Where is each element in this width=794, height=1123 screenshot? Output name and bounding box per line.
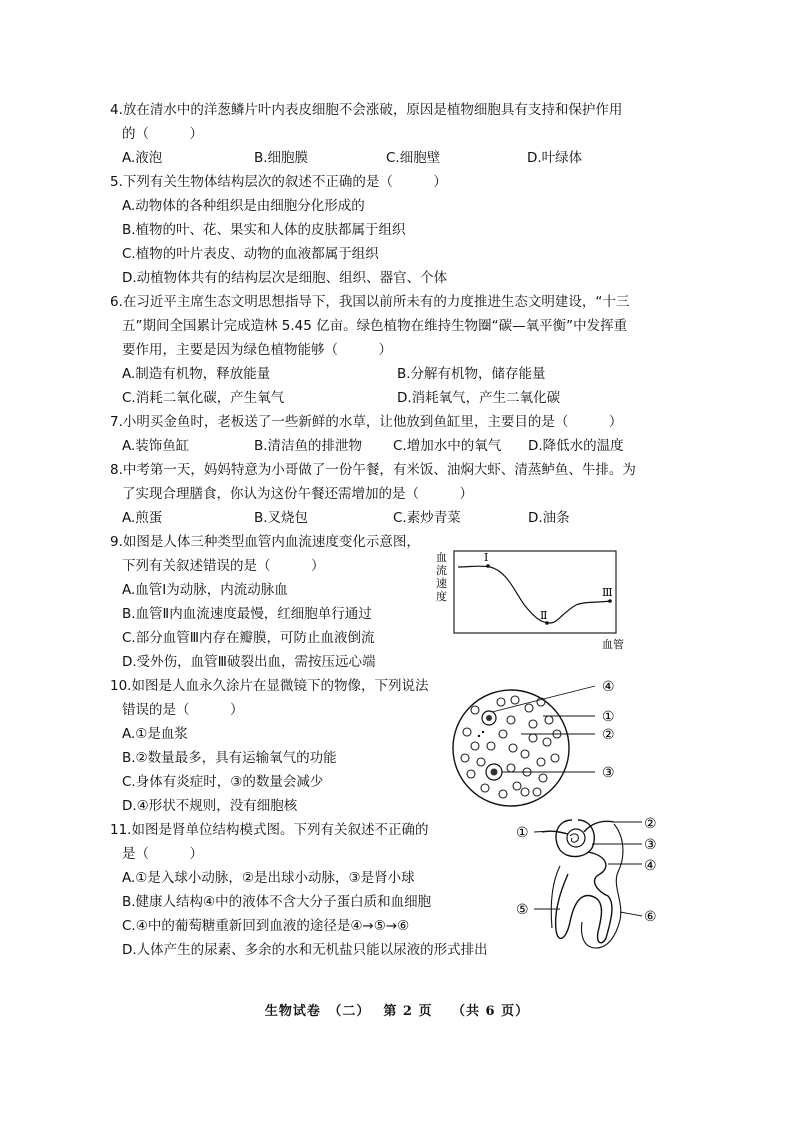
white-blood-cell-nucleus-1: [486, 715, 492, 721]
blood-flow-velocity-diagram: [430, 545, 630, 653]
q5-option-a: A.动物体的各种组织是由细胞分化形成的: [122, 198, 365, 214]
q9-option-c: C.部分血管Ⅲ内存在瓣膜，可防止血液倒流: [122, 630, 375, 646]
label-2: ②: [602, 727, 615, 743]
q9-option-b: B.血管Ⅱ内血流速度最慢，红细胞单行通过: [122, 606, 372, 622]
renal-tubule: [556, 852, 612, 943]
q11-option-b: B.健康人结构④中的液体不含大分子蛋白质和血细胞: [122, 894, 432, 910]
label-4: ④: [644, 858, 657, 874]
vessel-label-3: Ⅲ: [602, 586, 613, 599]
q8-option-c: C.素炒青菜: [393, 510, 461, 526]
label-6: ⑥: [644, 909, 657, 925]
q8-option-d: D.油条: [528, 510, 570, 526]
point-1: [486, 564, 490, 568]
q5-option-b: B.植物的叶、花、果实和人体的皮肤都属于组织: [122, 222, 406, 238]
q11-option-a: A.①是入球小动脉，②是出球小动脉，③是肾小球: [122, 870, 415, 886]
q4-option-a: A.液泡: [122, 150, 163, 166]
q7-option-c: C.增加水中的氧气: [393, 438, 502, 454]
q6-stem-line1: 6.在习近平主席生态文明思想指导下，我国以前所未有的力度推进生态文明建设，“十三: [110, 294, 630, 310]
q9-stem-line1: 9.如图是人体三种类型血管内血流速度变化示意图，: [110, 534, 420, 550]
q11-stem-line2: 是（ ）: [122, 846, 203, 862]
label-1: ①: [602, 709, 615, 725]
glomerulus: [567, 829, 585, 847]
q8-option-a: A.煎蛋: [122, 510, 163, 526]
q6-stem-line2: 五”期间全国累计完成造林 5.45 亿亩。绿色植物在维持生物圈“碳—氧平衡”中发挥重: [122, 318, 628, 334]
q10-option-b: B.②数量最多，具有运输氧气的功能: [122, 750, 337, 766]
vessel-label-1: Ⅰ: [484, 551, 489, 564]
q5-option-c: C.植物的叶片表皮、动物的血液都属于组织: [122, 246, 379, 262]
bowman-capsule: [556, 820, 594, 857]
q6-option-c: C.消耗二氧化碳，产生氧气: [122, 390, 285, 406]
label-3: ③: [644, 837, 657, 853]
q5-option-d: D.动植物体共有的结构层次是细胞、组织、器官、个体: [122, 270, 448, 286]
label-2: ②: [644, 816, 657, 832]
q7-option-a: A.装饰鱼缸: [122, 438, 190, 454]
point-3: [608, 599, 612, 603]
capillary-network: [582, 824, 623, 948]
label-5: ⑤: [516, 902, 529, 918]
q9-option-d: D.受外伤，血管Ⅲ破裂出血，需按压远心端: [122, 654, 376, 670]
glomerulus-coil: [570, 834, 578, 842]
q10-stem-line2: 错误的是（ ）: [122, 702, 244, 718]
q7-option-b: B.清洁鱼的排泄物: [254, 438, 363, 454]
q4-stem-line1: 4.放在清水中的洋葱鳞片叶内表皮细胞不会涨破，原因是植物细胞具有支持和保护作用: [110, 102, 623, 118]
q10-option-a: A.①是血浆: [122, 726, 188, 742]
q10-option-d: D.④形状不规则，没有细胞核: [122, 798, 298, 814]
q6-stem-line3: 要作用，主要是因为绿色植物能够（ ）: [122, 342, 392, 358]
q9-option-a: A.血管Ⅰ为动脉，内流动脉血: [122, 582, 288, 598]
q6-option-d: D.消耗氧气，产生二氧化碳: [397, 390, 561, 406]
q9-stem-line2: 下列有关叙述错误的是（ ）: [122, 558, 325, 574]
q4-option-b: B.细胞膜: [254, 150, 309, 166]
white-blood-cell-nucleus-2: [491, 769, 498, 776]
q6-option-b: B.分解有机物，储存能量: [397, 366, 546, 382]
q8-option-b: B.叉烧包: [254, 510, 309, 526]
velocity-curve: [458, 566, 610, 623]
vessel-label-2: Ⅱ: [540, 609, 548, 622]
leader-line-6: [620, 912, 642, 916]
q11-option-d: D.人体产生的尿素、多余的水和无机盐只能以尿液的形式排出: [122, 942, 488, 958]
label-3: ③: [602, 765, 615, 781]
nephron-diagram: [512, 812, 672, 952]
x-axis-label: 血管: [602, 638, 624, 651]
q11-stem-line1: 11.如图是肾单位结构模式图。下列有关叙述不正确的: [110, 822, 429, 838]
plot-frame: [454, 551, 616, 633]
q10-stem-line1: 10.如图是人血永久涂片在显微镜下的物像，下列说法: [110, 678, 429, 694]
q10-option-c: C.身体有炎症时，③的数量会减少: [122, 774, 324, 790]
q11-option-c: C.④中的葡萄糖重新回到血液的途径是④→⑤→⑥: [122, 918, 410, 934]
label-4: ④: [602, 679, 615, 695]
q7-option-d: D.降低水的温度: [528, 438, 624, 454]
q4-option-c: C.细胞壁: [386, 150, 441, 166]
label-1: ①: [516, 825, 529, 841]
platelet: [482, 731, 484, 733]
platelet: [478, 735, 480, 737]
q7-stem: 7.小明买金鱼时，老板送了一些新鲜的水草，让他放到鱼缸里，主要目的是（ ）: [110, 414, 623, 430]
q4-option-d: D.叶绿体: [527, 150, 583, 166]
q8-stem-line1: 8.中考第一天，妈妈特意为小哥做了一份午餐，有米饭、油焖大虾、清蒸鲈鱼、牛排。为: [110, 462, 636, 478]
y-axis-label: 血流速度: [436, 551, 447, 603]
q5-stem: 5.下列有关生物体结构层次的叙述不正确的是（ ）: [110, 174, 447, 190]
blood-smear-diagram: [445, 672, 635, 820]
q4-stem-line2: 的（ ）: [122, 126, 203, 142]
q6-option-a: A.制造有机物，释放能量: [122, 366, 271, 382]
page-footer: 生物试卷 （二） 第 2 页 （共 6 页）: [264, 1004, 530, 1019]
q8-stem-line2: 了实现合理膳食，你认为这份午餐还需增加的是（ ）: [122, 486, 473, 502]
